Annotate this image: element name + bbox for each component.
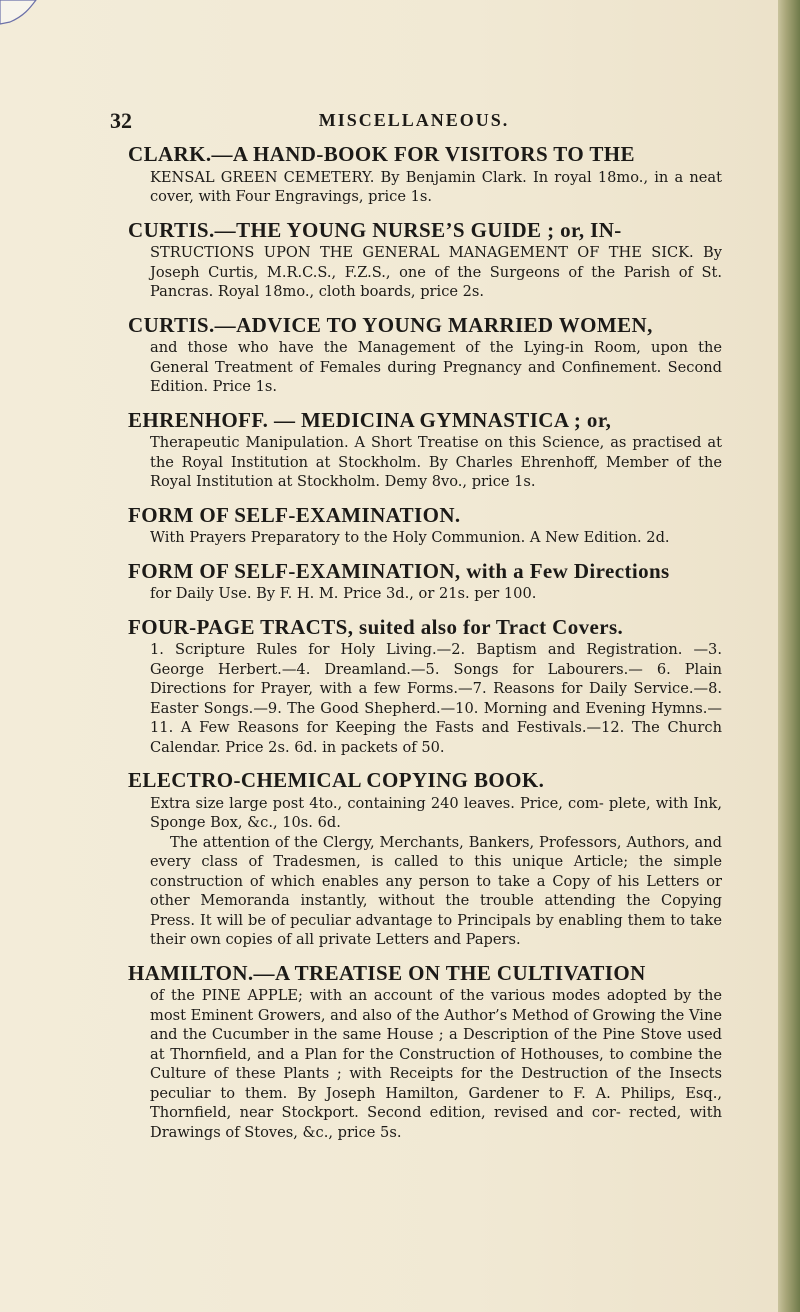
entry-heading: EHRENHOFF. — MEDICINA GYMNASTICA ; or, — [128, 407, 612, 432]
entry-heading: CURTIS.—ADVICE TO YOUNG MARRIED WOMEN, — [128, 312, 653, 337]
catalogue-entries — [128, 142, 722, 1156]
entry-paragraph: The attention of the Clergy, Merchants, Bankers, Professors, Authors, and every class of Tradesmen, is called to this unique Article; the simple construction of which enables any person to take a Copy of his Letters or other Memoranda instantly, without the trouble attending the Copying Press. It will be of peculiar advantage to Principals by enabling them to take their own copies of all private Letters and Papers. — [150, 833, 722, 948]
entry-heading: CLARK.—A HAND-BOOK FOR VISITORS TO THE — [128, 142, 635, 166]
entry-clark — [128, 142, 722, 207]
entry-ehrenhoff — [128, 407, 722, 492]
entry-heading: FORM OF SELF-EXAMINATION. — [128, 502, 461, 527]
entry-curtis-advice — [128, 312, 722, 397]
entry-text: KENSAL GREEN CEMETERY. By Benjamin Clark. In royal 18mo., in a neat cover, with Four Engravings, price 1s. — [150, 168, 722, 205]
running-head: MISCELLANEOUS. — [318, 110, 510, 130]
torn-corner-mark — [0, 0, 40, 30]
page-number: 32 — [110, 108, 132, 133]
entry-text: for Daily Use. By F. H. M. Price 3d., or 21s. per 100. — [150, 585, 537, 602]
entry-text: and those who have the Management of the Lying-in Room, upon the General Treatment of Females during Pregnancy and Confinement. Second Edition. Price 1s. — [150, 339, 722, 395]
entry-form-self-examination-directions — [128, 558, 722, 604]
entry-hamilton — [128, 960, 722, 1143]
entry-text: STRUCTIONS UPON THE GENERAL MANAGEMENT OF THE SICK. By Joseph Curtis, M.R.C.S., F.Z.S., one of the Surgeons of the Parish of St. Pancras. Royal 18mo., cloth boards, price 2s. — [150, 244, 722, 300]
page-header — [110, 108, 718, 136]
entry-heading: ELECTRO-CHEMICAL COPYING BOOK. — [128, 768, 545, 792]
entry-form-self-examination — [128, 502, 722, 548]
entry-heading: FOUR-PAGE TRACTS, suited also for Tract Covers. — [128, 614, 624, 639]
entry-text: of the PINE APPLE; with an account of the various modes adopted by the most Eminent Growers, and also of the Author’s Method of Growing the Vine and the Cucumber in the same House ; a Description of the Pine Stove used at Thornfield, and a Plan for the Construction of Hothouses, to combine the Culture of these Plants ; with Receipts for the Destruction of the Insects peculiar to them. By Joseph Hamilton, Gardener to F. A. Philips, Esq., Thornfield, near Stockport. Second edition, revised and cor- rected, with Drawings of Stoves, &c., price 5s. — [150, 987, 722, 1141]
entry-electro-chemical — [128, 768, 722, 950]
entry-text: Extra size large post 4to., containing 240 leaves. Price, com- plete, with Ink, Sponge Box, &c., 10s. 6d. — [150, 794, 722, 831]
entry-heading: HAMILTON.—A TREATISE ON THE CULTIVATION — [128, 960, 646, 985]
page-gutter-edge — [778, 0, 800, 1312]
entry-text: 1. Scripture Rules for Holy Living.—2. Baptism and Registration. —3. George Herbert.—4. Dreamland.—5. Songs for Labourers.— 6. Plain Directions for Prayer, with a few Forms.—7. Reasons for Daily Service.—8. Easter Songs.—9. The Good Shepherd.—10. Morning and Evening Hymns.—11. A Few Reasons for Keeping the Fasts and Festivals.—12. The Church Calendar. Price 2s. 6d. in packets of 50. — [150, 641, 722, 756]
entry-text: Therapeutic Manipulation. A Short Treatise on this Science, as practised at the Royal Institution at Stockholm. By Charles Ehrenhoff, Member of the Royal Institution at Stockholm. Demy 8vo., price 1s. — [150, 434, 722, 490]
entry-heading: CURTIS.—THE YOUNG NURSE’S GUIDE ; or, IN- — [128, 217, 622, 242]
entry-curtis-nurse — [128, 217, 722, 302]
entry-four-page-tracts — [128, 614, 722, 758]
entry-heading: FORM OF SELF-EXAMINATION, with a Few Directions — [128, 558, 670, 583]
entry-text: With Prayers Preparatory to the Holy Communion. A New Edition. 2d. — [150, 529, 670, 546]
